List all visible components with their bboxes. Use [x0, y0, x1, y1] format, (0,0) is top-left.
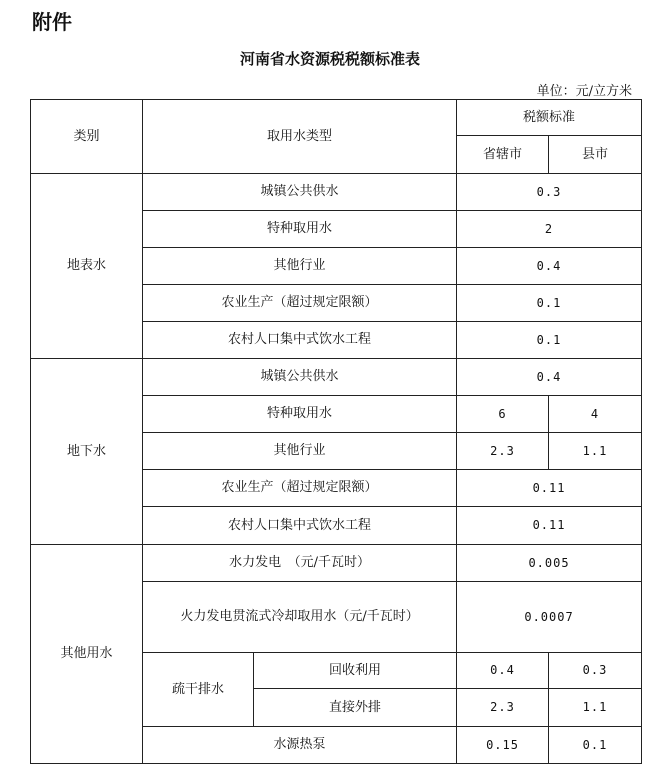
water-type-cell: 城镇公共供水	[143, 359, 457, 396]
water-type-cell: 农业生产（超过规定限额）	[143, 285, 457, 322]
tax-value-province: 2.3	[457, 689, 549, 727]
drainage-label: 疏干排水	[143, 653, 254, 727]
category-surface-water: 地表水	[31, 174, 143, 359]
water-type-cell: 特种取用水	[143, 396, 457, 433]
tax-value-county: 1.1	[549, 433, 642, 470]
tax-value-county: 0.3	[549, 653, 642, 689]
tax-value-cell: 0.005	[457, 545, 642, 582]
water-type-cell: 城镇公共供水	[143, 174, 457, 211]
tax-value-cell: 0.1	[457, 285, 642, 322]
tax-value-province: 6	[457, 396, 549, 433]
tax-value-cell: 0.4	[457, 359, 642, 396]
tax-standard-table	[30, 99, 642, 764]
tax-value-cell: 0.11	[457, 507, 642, 545]
tax-value-cell: 0.11	[457, 470, 642, 507]
tax-value-province: 0.15	[457, 727, 549, 764]
category-ground-water: 地下水	[31, 359, 143, 545]
header-water-type: 取用水类型	[143, 100, 457, 174]
tax-value-cell: 0.4	[457, 248, 642, 285]
water-type-cell: 回收利用	[254, 653, 457, 689]
tax-value-cell: 0.0007	[457, 582, 642, 653]
header-category: 类别	[31, 100, 143, 174]
water-type-cell: 特种取用水	[143, 211, 457, 248]
unit-label: 单位：元/立方米	[536, 84, 632, 99]
water-type-cell: 其他行业	[143, 433, 457, 470]
water-type-cell: 农业生产（超过规定限额）	[143, 470, 457, 507]
category-other-water: 其他用水	[31, 545, 143, 764]
tax-value-county: 4	[549, 396, 642, 433]
tax-value-cell: 0.3	[457, 174, 642, 211]
water-type-cell: 农村人口集中式饮水工程	[143, 322, 457, 359]
tax-value-county: 0.1	[549, 727, 642, 764]
tax-value-cell: 2	[457, 211, 642, 248]
water-type-cell: 火力发电贯流式冷却取用水（元/千瓦时）	[143, 582, 457, 653]
water-type-cell: 农村人口集中式饮水工程	[143, 507, 457, 545]
tax-value-county: 1.1	[549, 689, 642, 727]
water-type-cell: 直接外排	[254, 689, 457, 727]
water-type-cell: 水源热泵	[143, 727, 457, 764]
water-type-cell: 水力发电 （元/千瓦时）	[143, 545, 457, 582]
header-tax-standard: 税额标准	[457, 100, 642, 136]
header-province-city: 省辖市	[457, 136, 549, 174]
attachment-label: 附件	[32, 10, 72, 34]
tax-value-province: 2.3	[457, 433, 549, 470]
header-county-city: 县市	[549, 136, 642, 174]
page-title: 河南省水资源税税额标准表	[239, 50, 420, 68]
tax-value-cell: 0.1	[457, 322, 642, 359]
water-type-cell: 其他行业	[143, 248, 457, 285]
tax-value-province: 0.4	[457, 653, 549, 689]
